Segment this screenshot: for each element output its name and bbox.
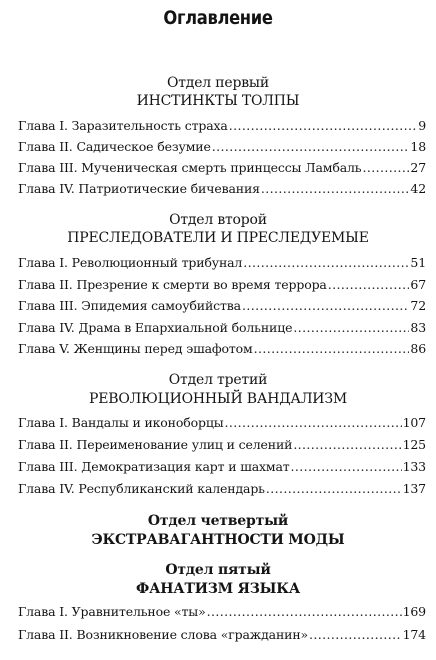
- entry-page: 67: [410, 277, 426, 292]
- section-1-label: Отдел первый: [166, 75, 269, 91]
- toc-entry[interactable]: [18, 181, 426, 199]
- entry-page: 27: [410, 160, 426, 175]
- dot-leader: [207, 604, 402, 619]
- dot-leader: [328, 277, 410, 292]
- entry-page: 42: [410, 181, 426, 196]
- dot-leader: [261, 181, 410, 196]
- dot-leader: [242, 298, 409, 313]
- entry-title: Глава II. Садическое безумие: [18, 139, 211, 154]
- section-3-label: Отдел третий: [168, 372, 268, 388]
- section-4-label: Отдел четвертый: [147, 513, 289, 529]
- entry-page: 133: [402, 459, 426, 474]
- toc-entry[interactable]: [18, 604, 426, 622]
- entry-title: Глава I. Уравнительное «ты»: [18, 604, 206, 619]
- entry-title: Глава II. Возникновение слова «гражданин»: [18, 627, 309, 642]
- dot-leader: [293, 437, 401, 452]
- toc-entry[interactable]: [18, 320, 426, 338]
- entry-title: Глава V. Женщины перед эшафотом: [18, 341, 253, 356]
- entry-title: Глава II. Переименование улиц и селений: [18, 437, 293, 452]
- toc-entry[interactable]: [18, 160, 426, 178]
- entry-title: Глава I. Революционный трибунал: [18, 255, 243, 270]
- section-3-name: РЕВОЛЮЦИОННЫЙ ВАНДАЛИЗМ: [89, 391, 347, 407]
- entry-title: Глава I. Вандалы и иконоборцы: [18, 415, 224, 430]
- entry-page: 18: [410, 139, 426, 154]
- toc-entry[interactable]: [18, 459, 426, 477]
- dot-leader: [243, 255, 409, 270]
- section-5-label: Отдел пятый: [165, 562, 271, 578]
- toc-entry[interactable]: [18, 415, 426, 433]
- section-2-name: ПРЕСЛЕДОВАТЕЛИ И ПРЕСЛЕДУЕМЫЕ: [67, 230, 369, 246]
- toc-entry[interactable]: [18, 277, 426, 295]
- entry-title: Глава IV. Республиканский календарь: [18, 481, 265, 496]
- dot-leader: [309, 627, 402, 642]
- entry-page: 83: [410, 320, 426, 335]
- entry-page: 107: [402, 415, 426, 430]
- entry-page: 174: [402, 627, 426, 642]
- entry-title: Глава IV. Драма в Епархиальной больнице: [18, 320, 293, 335]
- dot-leader: [212, 139, 410, 154]
- dot-leader: [229, 118, 417, 133]
- entry-title: Глава II. Презрение к смерти во время террора: [18, 277, 327, 292]
- dot-leader: [362, 160, 409, 175]
- toc-entry[interactable]: [18, 298, 426, 316]
- section-2-label: Отдел второй: [169, 212, 267, 228]
- toc-entry[interactable]: [18, 255, 426, 273]
- toc-entry[interactable]: [18, 627, 426, 645]
- section-4-name: ЭКСТРАВАГАНТНОСТИ МОДЫ: [91, 532, 345, 548]
- section-1-name: ИНСТИНКТЫ ТОЛПЫ: [136, 93, 300, 109]
- dot-leader: [254, 341, 410, 356]
- toc-entry[interactable]: [18, 481, 426, 499]
- entry-title: Глава I. Заразительность страха: [18, 118, 228, 133]
- dot-leader: [291, 459, 402, 474]
- entry-page: 86: [410, 341, 426, 356]
- dot-leader: [266, 481, 402, 496]
- entry-title: Глава III. Эпидемия самоубийства: [18, 298, 241, 313]
- toc-entry[interactable]: [18, 118, 426, 136]
- entry-title: Глава III. Демократизация карт и шахмат: [18, 459, 290, 474]
- toc-entry[interactable]: [18, 139, 426, 157]
- entry-page: 125: [402, 437, 426, 452]
- entry-page: 9: [418, 118, 426, 133]
- dot-leader: [293, 320, 409, 335]
- entry-page: 137: [402, 481, 426, 496]
- section-5-name: ФАНАТИЗМ ЯЗЫКА: [135, 581, 301, 597]
- entry-page: 51: [410, 255, 426, 270]
- entry-title: Глава III. Мученическая смерть принцессы Ламбаль: [18, 160, 362, 175]
- toc-entry[interactable]: [18, 341, 426, 359]
- entry-page: 72: [410, 298, 426, 313]
- entry-page: 169: [402, 604, 426, 619]
- entry-title: Глава IV. Патриотические бичевания: [18, 181, 260, 196]
- toc-entry[interactable]: [18, 437, 426, 455]
- page-title: Оглавление: [163, 7, 273, 29]
- dot-leader: [225, 415, 402, 430]
